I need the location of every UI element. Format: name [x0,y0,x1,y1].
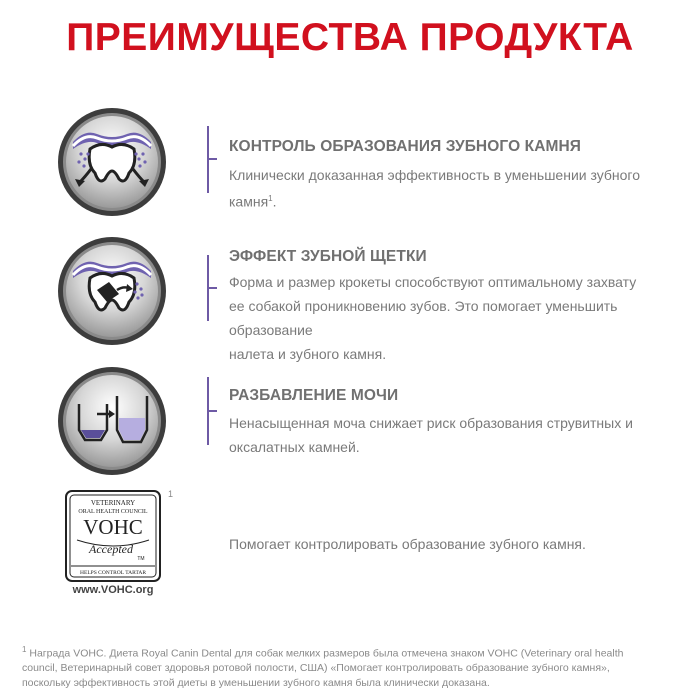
feature-text: Ненасыщенная моча снижает риск образования струвитных и оксалатных камней. [229,415,633,455]
toothbrush-effect-icon [57,236,167,346]
page-title: ПРЕИМУЩЕСТВА ПРОДУКТА [66,16,634,59]
vohc-seal-icon [65,490,161,582]
svg-text:TM: TM [137,556,145,562]
feature-divider [207,377,217,445]
footnote: $^1$ Награда VOHC. Диета Royal Canin Dental для собак мелких размеров была отмечена знаком VOHC (Veterinary oral health council, Ветеринарный совет здоровья ротовой полости, США) «Помогает контролировать образование зубного камня», поскольку эффективность этой диеты в уменьшении зубного камня была клинически доказана. [22,645,624,689]
vohc-url: www.VOHC.org [72,584,154,596]
feature-text: Форма и размер крокеты способствуют оптимальному захвату ее собакой проникновению зубов. Это помогает уменьшить образование налета и зубного камня. [229,274,637,362]
feature-title: КОНТРОЛЬ ОБРАЗОВАНИЯ ЗУБНОГО КАМНЯ [229,138,582,155]
feature-divider [207,255,217,321]
tartar-control-icon [57,107,167,217]
svg-text:Accepted: Accepted [89,542,133,556]
feature-divider [207,126,217,193]
vohc-claim: Помогает контролировать образование зубного камня. [229,536,586,552]
feature-title: РАЗБАВЛЕНИЕ МОЧИ [229,387,399,404]
feature-title: ЭФФЕКТ ЗУБНОЙ ЩЕТКИ [229,248,427,265]
svg-text:ORAL HEALTH COUNCIL: ORAL HEALTH COUNCIL [78,509,148,515]
feature-text: Клинически доказанная эффективность в уменьшении зубного камня$^1$. [229,167,641,210]
svg-text:HELPS CONTROL TARTAR: HELPS CONTROL TARTAR [79,570,147,576]
vohc-footnote-mark: 1 [168,489,174,499]
urine-dilution-icon [57,366,167,476]
svg-text:VETERINARY: VETERINARY [90,499,136,507]
svg-text:VOHC: VOHC [83,515,143,539]
